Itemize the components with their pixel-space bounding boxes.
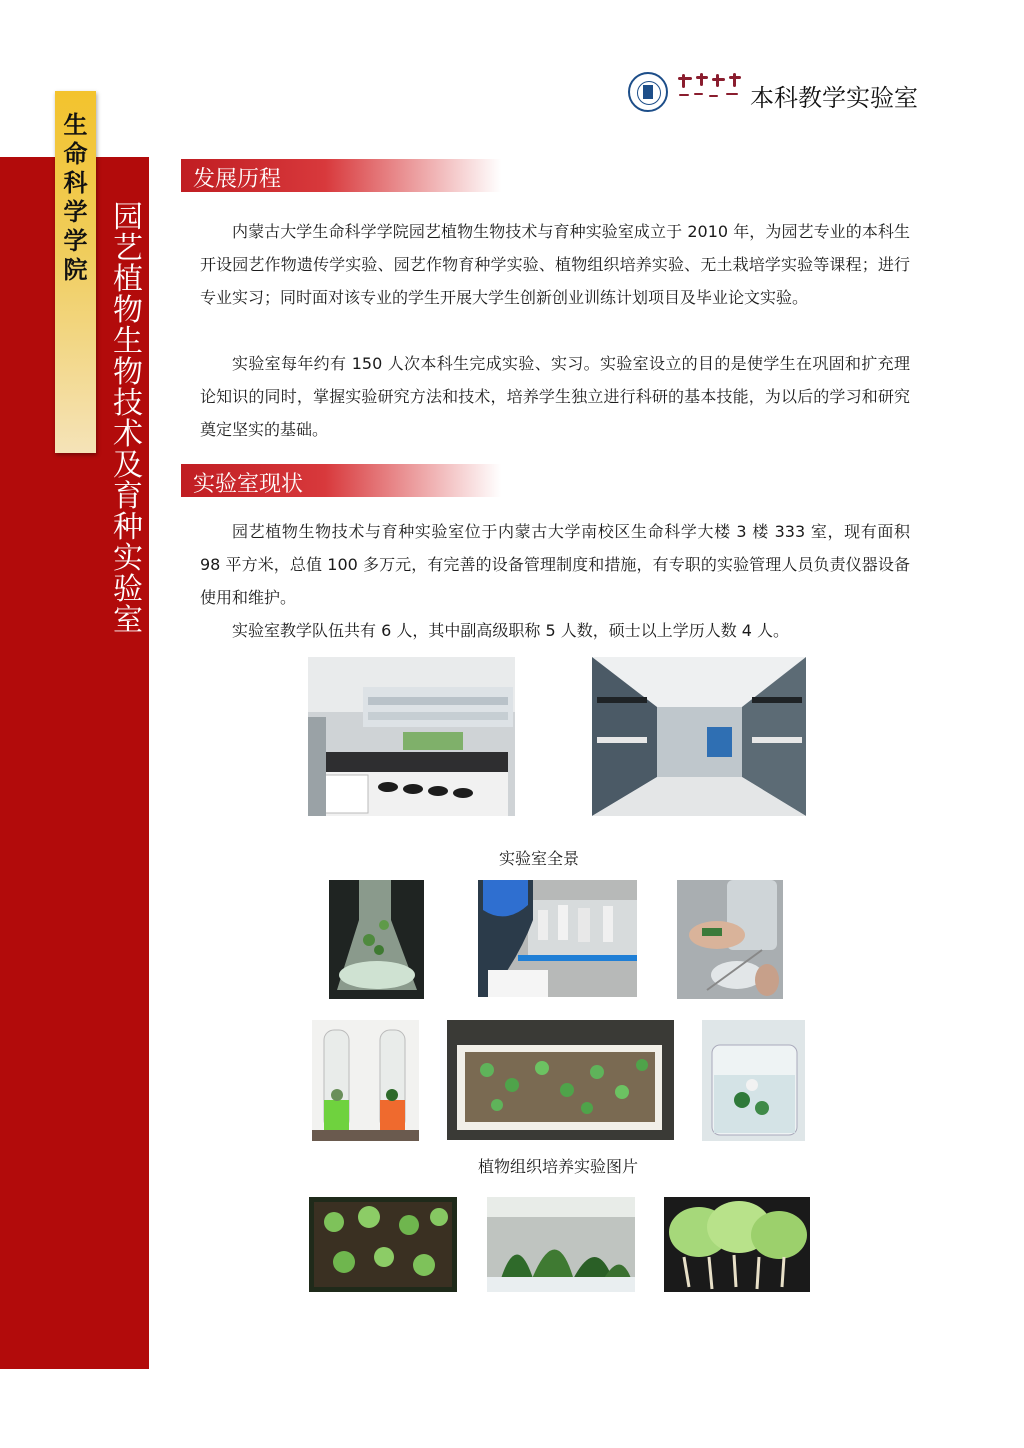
page-header-title: 本科教学实验室	[750, 84, 918, 112]
section-heading-history	[181, 159, 501, 192]
university-seal-icon	[628, 72, 668, 112]
lab-name-char: 及	[113, 448, 143, 483]
university-wordmark-icon	[676, 73, 746, 111]
tissue-photo-tubes	[312, 1020, 419, 1141]
college-name-char: 学	[63, 227, 88, 255]
college-name	[55, 111, 96, 285]
tissue-photo-flask	[329, 880, 424, 999]
college-name-char: 科	[63, 169, 88, 197]
section-heading-text: 发展历程	[193, 167, 282, 192]
lab-name-char: 实	[113, 541, 143, 576]
tissue-photo-clean-bench	[478, 880, 637, 997]
plant-photo-tray	[309, 1197, 457, 1292]
lab-photo-aisle	[592, 657, 806, 816]
tissue-photo-seedling-tray	[447, 1020, 674, 1140]
history-paragraph-2: 实验室每年约有 150 人次本科生完成实验、实习。实验室设立的目的是使学生在巩固和扩充理论知识的同时，掌握实验研究方法和技术，培养学生独立进行科研的基本技能，为以后的学习和研究奠定坚实的基础。	[200, 354, 910, 439]
plant-photo-lettuce	[664, 1197, 810, 1292]
lab-name-char: 育	[113, 479, 143, 514]
lab-photo-benches	[308, 657, 515, 816]
lab-name-vertical	[106, 202, 150, 636]
college-name-char: 院	[63, 256, 88, 284]
tissue-photo-forceps	[677, 880, 783, 999]
section-heading-status	[181, 464, 501, 497]
status-paragraph-1: 园艺植物生物技术与育种实验室位于内蒙古大学南校区生命科学大楼 3 楼 333 室，现有面积 98 平方米，总值 100 多万元，有完善的设备管理制度和措施，有专职的实验管理人员负责仪器设备使用和维护。	[200, 522, 910, 607]
status-paragraph-2: 实验室教学队伍共有 6 人，其中副高级职称 5 人数，硕士以上学历人数 4 人。	[232, 621, 790, 640]
lab-name-char: 艺	[113, 231, 143, 266]
lab-name-char: 物	[113, 293, 143, 328]
caption-lab-panorama: 实验室全景	[499, 849, 580, 868]
plant-photo-hydroponic	[487, 1197, 635, 1292]
lab-name-char: 室	[113, 603, 143, 638]
college-name-char: 命	[63, 140, 88, 168]
caption-tissue-culture: 植物组织培养实验图片	[478, 1157, 639, 1176]
college-tab	[55, 91, 96, 453]
tissue-photo-beaker	[702, 1020, 805, 1141]
lab-name-char: 技	[113, 386, 143, 421]
lab-name-char: 物	[113, 355, 143, 390]
college-name-char: 生	[63, 111, 88, 139]
university-logo	[626, 70, 918, 118]
lab-name-char: 园	[113, 200, 143, 235]
lab-name-char: 植	[113, 262, 143, 297]
lab-name-char: 生	[113, 324, 143, 359]
section-heading-text: 实验室现状	[193, 472, 304, 497]
lab-name-char: 术	[113, 417, 143, 452]
college-name-char: 学	[63, 198, 88, 226]
lab-name-char: 验	[113, 572, 143, 607]
history-paragraph-1: 内蒙古大学生命科学学院园艺植物生物技术与育种实验室成立于 2010 年，为园艺专业的本科生开设园艺作物遗传学实验、园艺作物育种学实验、植物组织培养实验、无土栽培学实验等课程；进行专业实习；同时面对该专业的学生开展大学生创新创业训练计划项目及毕业论文实验。	[200, 222, 910, 307]
lab-name-char: 种	[113, 510, 143, 545]
